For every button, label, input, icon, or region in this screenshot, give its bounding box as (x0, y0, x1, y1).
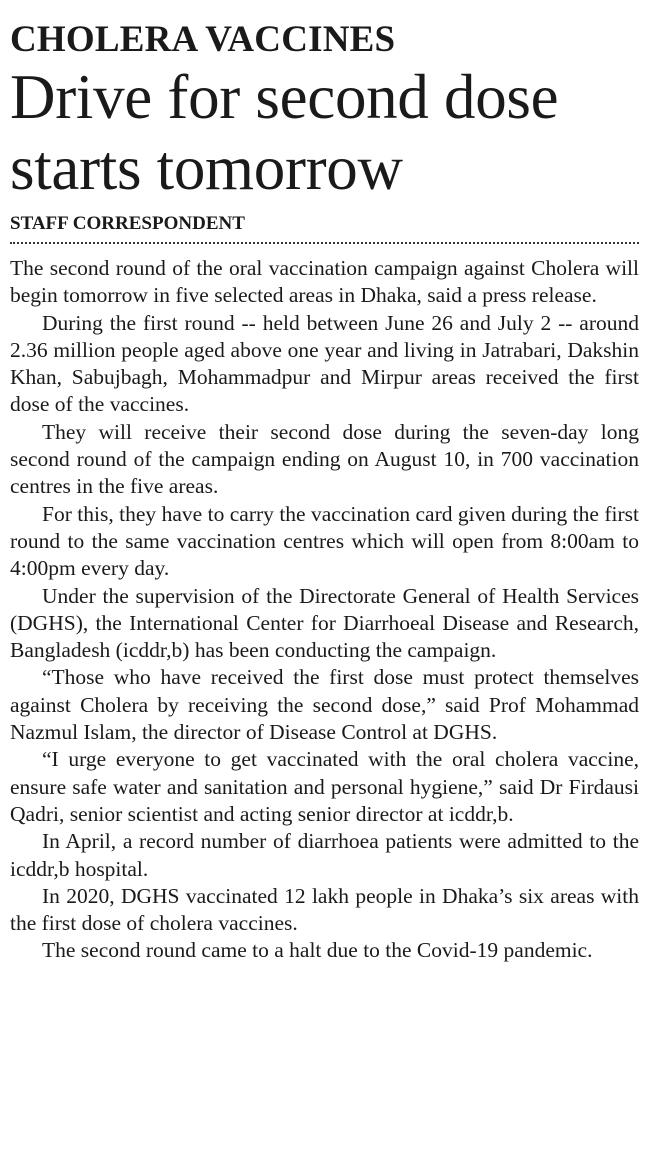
article-headline (10, 62, 639, 204)
news-article (10, 0, 639, 965)
article-kicker: CHOLERA VACCINES (10, 19, 396, 60)
paragraph-6: “Those who have received the first dose must protect themselves against Cholera by receiving the second dose,” said Prof Mohammad Nazmul Islam, the director of Disease Control at DGHS. (10, 665, 639, 745)
paragraph-1: The second round of the oral vaccination campaign against Cholera will begin tomorrow in five selected areas in Dhaka, said a press release. (10, 256, 639, 308)
paragraph-3: They will receive their second dose during the seven-day long second round of the campaign ending on August 10, in 700 vaccination centres in the five areas. (10, 419, 639, 499)
paragraph-4: For this, they have to carry the vaccination card given during the first round to the same vaccination centres which will open from 8:00am to 4:00pm every day. (10, 501, 639, 581)
article-body (10, 255, 639, 965)
paragraph-9: In 2020, DGHS vaccinated 12 lakh people in Dhaka’s six areas with the first dose of cholera vaccines. (10, 883, 639, 936)
article-byline: STAFF CORRESPONDENT (10, 213, 245, 234)
headline-line-1: Drive for second dose (10, 62, 559, 132)
dotted-divider (10, 242, 639, 244)
paragraph-10: The second round came to a halt due to the Covid-19 pandemic. (42, 938, 593, 963)
paragraph-7: “I urge everyone to get vaccinated with the oral cholera vaccine, ensure safe water and sanitation and personal hygiene,” said Dr Firdausi Qadri, senior scientist and acting senior director at icddr,b. (10, 747, 639, 826)
paragraph-5: Under the supervision of the Directorate General of Health Services (DGHS), the International Center for Diarrhoeal Disease and Research, Bangladesh (icddr,b) has been conducting the campaign. (10, 583, 639, 663)
headline-line-2: starts tomorrow (10, 133, 403, 203)
paragraph-8: In April, a record number of diarrhoea patients were admitted to the icddr,b hospital. (10, 829, 639, 881)
paragraph-2: During the first round -- held between June 26 and July 2 -- around 2.36 million people aged above one year and living in Jatrabari, Dakshin Khan, Sabujbagh, Mohammadpur and Mirpur areas received the first dose of the vaccines. (10, 310, 639, 417)
